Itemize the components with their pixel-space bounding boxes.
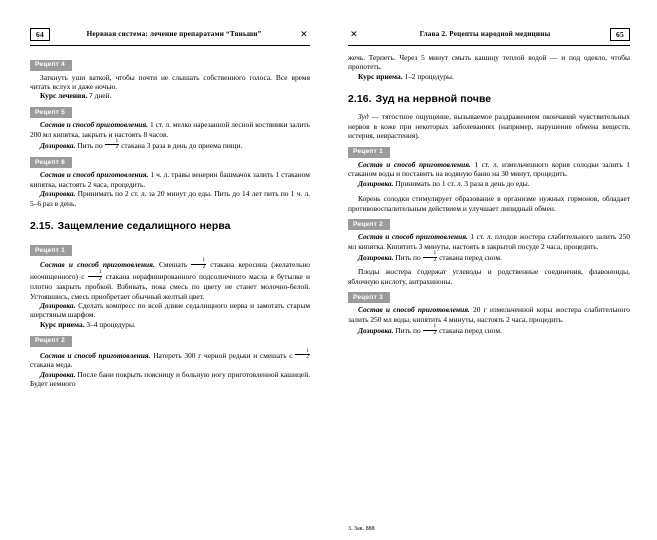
recipe-paragraph: Дозировка. Пить по $\frac{1}{2}$ стакана перед сном. — [358, 323, 502, 336]
recipe-tag: Рецепт 2 — [30, 336, 72, 347]
recipe-paragraph: Состав и способ приготовления. 1 ст. л. мелко нарезанной лесной костяники залить 200 мл кипятка, закрыть и настоять 8 часов. — [30, 120, 310, 139]
section-title: Защемление седалищного нерва — [57, 220, 231, 232]
recipe-tag: Рецепт 1 — [348, 147, 390, 158]
ornament-icon: ✕ — [300, 28, 308, 39]
recipe-paragraph: Состав и способ приготовления. Натереть 300 г черной редьки и смешать с $\frac{1}{2}$ стакана меда. — [30, 347, 309, 370]
recipe-paragraph: Состав и способ приготовления. 1 ч. л. травы венерин башмачок залить 1 стаканом кипятка, настоять 2 часа, процедить. — [30, 170, 310, 189]
section-heading — [348, 94, 630, 105]
recipe-paragraph: Заткнуть уши ваткой, чтобы почти не слышать собственного голоса. Все время читать вслух и даже ночью. — [30, 72, 310, 91]
recipe-tag: Рецепт 5 — [30, 107, 72, 118]
recipe-paragraph: Курс приема. 3–4 процедуры. — [40, 319, 136, 329]
folio-left: 64 — [30, 28, 50, 41]
recipe-tag: Рецепт 1 — [30, 245, 72, 256]
note-paragraph: Корень солодки стимулирует образование в организме нужных гормонов, обладает противовоспалительным действием и улучшает липидный обмен. — [348, 194, 630, 213]
section-number: 2.16. — [348, 94, 372, 106]
page-left — [0, 0, 328, 540]
recipe-tag: Рецепт 4 — [30, 60, 72, 71]
recipe-paragraph: Дозировка. Пить по $\frac{1}{2}$ стакана 3 раза в день до приема пищи. — [40, 138, 243, 151]
recipe-paragraph: Дозировка. Принимать по 1 ст. л. 3 раза в день до еды. — [358, 178, 530, 188]
recipe-paragraph: Дозировка. Сделать компресс по всей длине седалищного нерва и замотать старым шерстяным шарфом. — [30, 300, 310, 320]
ornament-icon: ✕ — [350, 28, 358, 39]
recipe-paragraph: Состав и способ приготовления. Смешать $\frac{1}{2}$ стакана керосина (желательно неочищенного) с $\frac{1}{2}$ стакана нерафинированного подсолнечного масла в бутылке и плотно закрыть пробкой. Взбивать, пока смесь по цвету не станет молочно-белой. Устоявшись, смесь приобретает обычный желтый цвет. — [30, 257, 310, 301]
note-paragraph: Плоды жостера содержат углеводы и родственные соединения, флавоноиды, яблочную кислоту, антрахиноны. — [348, 267, 630, 286]
recipe-paragraph: Курс лечения. 7 дней. — [40, 91, 112, 101]
recipe-tag: Рецепт 3 — [348, 292, 390, 303]
section-heading — [30, 221, 310, 232]
head-rule-left — [30, 45, 310, 46]
running-head-left — [30, 26, 310, 42]
continued-paragraph: жечь. Терпеть. Через 5 минут смыть кашицу теплой водой — и под одеяло, чтобы пропотеть. — [348, 53, 630, 72]
head-rule-right — [348, 45, 630, 46]
course-paragraph: Курс приема. 1–2 процедуры. — [358, 71, 454, 81]
definition-paragraph: Зуд — тягостное ощущение, вызываемое раздражением окончаний чувствительных нервов в коже при некоторых заболеваниях (например, нарушение обмена веществ, истерия, неврастения). — [348, 112, 630, 141]
recipe-tag: Рецепт 2 — [348, 219, 390, 230]
running-title-left: Нервная система: лечение препаратами “Тяньши” — [86, 30, 262, 38]
recipe-paragraph: Дозировка. Пить по $\frac{1}{2}$ стакана перед сном. — [358, 250, 502, 263]
section-number: 2.15. — [30, 220, 54, 232]
section-title: Зуд на нервной почве — [375, 94, 492, 106]
recipe-paragraph: Состав и способ приготовления. 1 ст. л. плодов жостера слабительного залить 250 мл кипятка. Кипятить 3 минуты, настоять в закрытой посуде 2 часа, процедить. — [348, 232, 630, 251]
recipe-paragraph: Состав и способ приготовления. 20 г измельченной коры жостера слабительного залить 250 мл воды, кипятить 4 минуты, настоять 2 часа, процедить. — [348, 305, 631, 324]
recipe-paragraph: Дозировка. Принимать по 2 ст. л. за 20 минут до еды. Пить до 14 лет пить по 1 ч. л. 5–6 раз в день. — [30, 189, 310, 208]
running-head-right — [348, 26, 630, 42]
folio-right: 65 — [610, 28, 630, 41]
page-right — [328, 0, 656, 540]
running-title-right: Глава 2. Рецепты народной медицины — [419, 30, 551, 38]
recipe-paragraph: Состав и способ приготовления. 1 ст. л. измельченного корня солодки залить 1 стаканом воды и поставить на водяную баню на 30 минут, процедить. — [348, 159, 630, 179]
recipe-paragraph: Дозировка. После бани покрыть поясницу и больную ногу приготовленной кашицей. Будет немного — [30, 369, 310, 389]
signature-mark: 3. Зак. 888 — [348, 526, 375, 532]
recipe-tag: Рецепт 6 — [30, 157, 72, 168]
